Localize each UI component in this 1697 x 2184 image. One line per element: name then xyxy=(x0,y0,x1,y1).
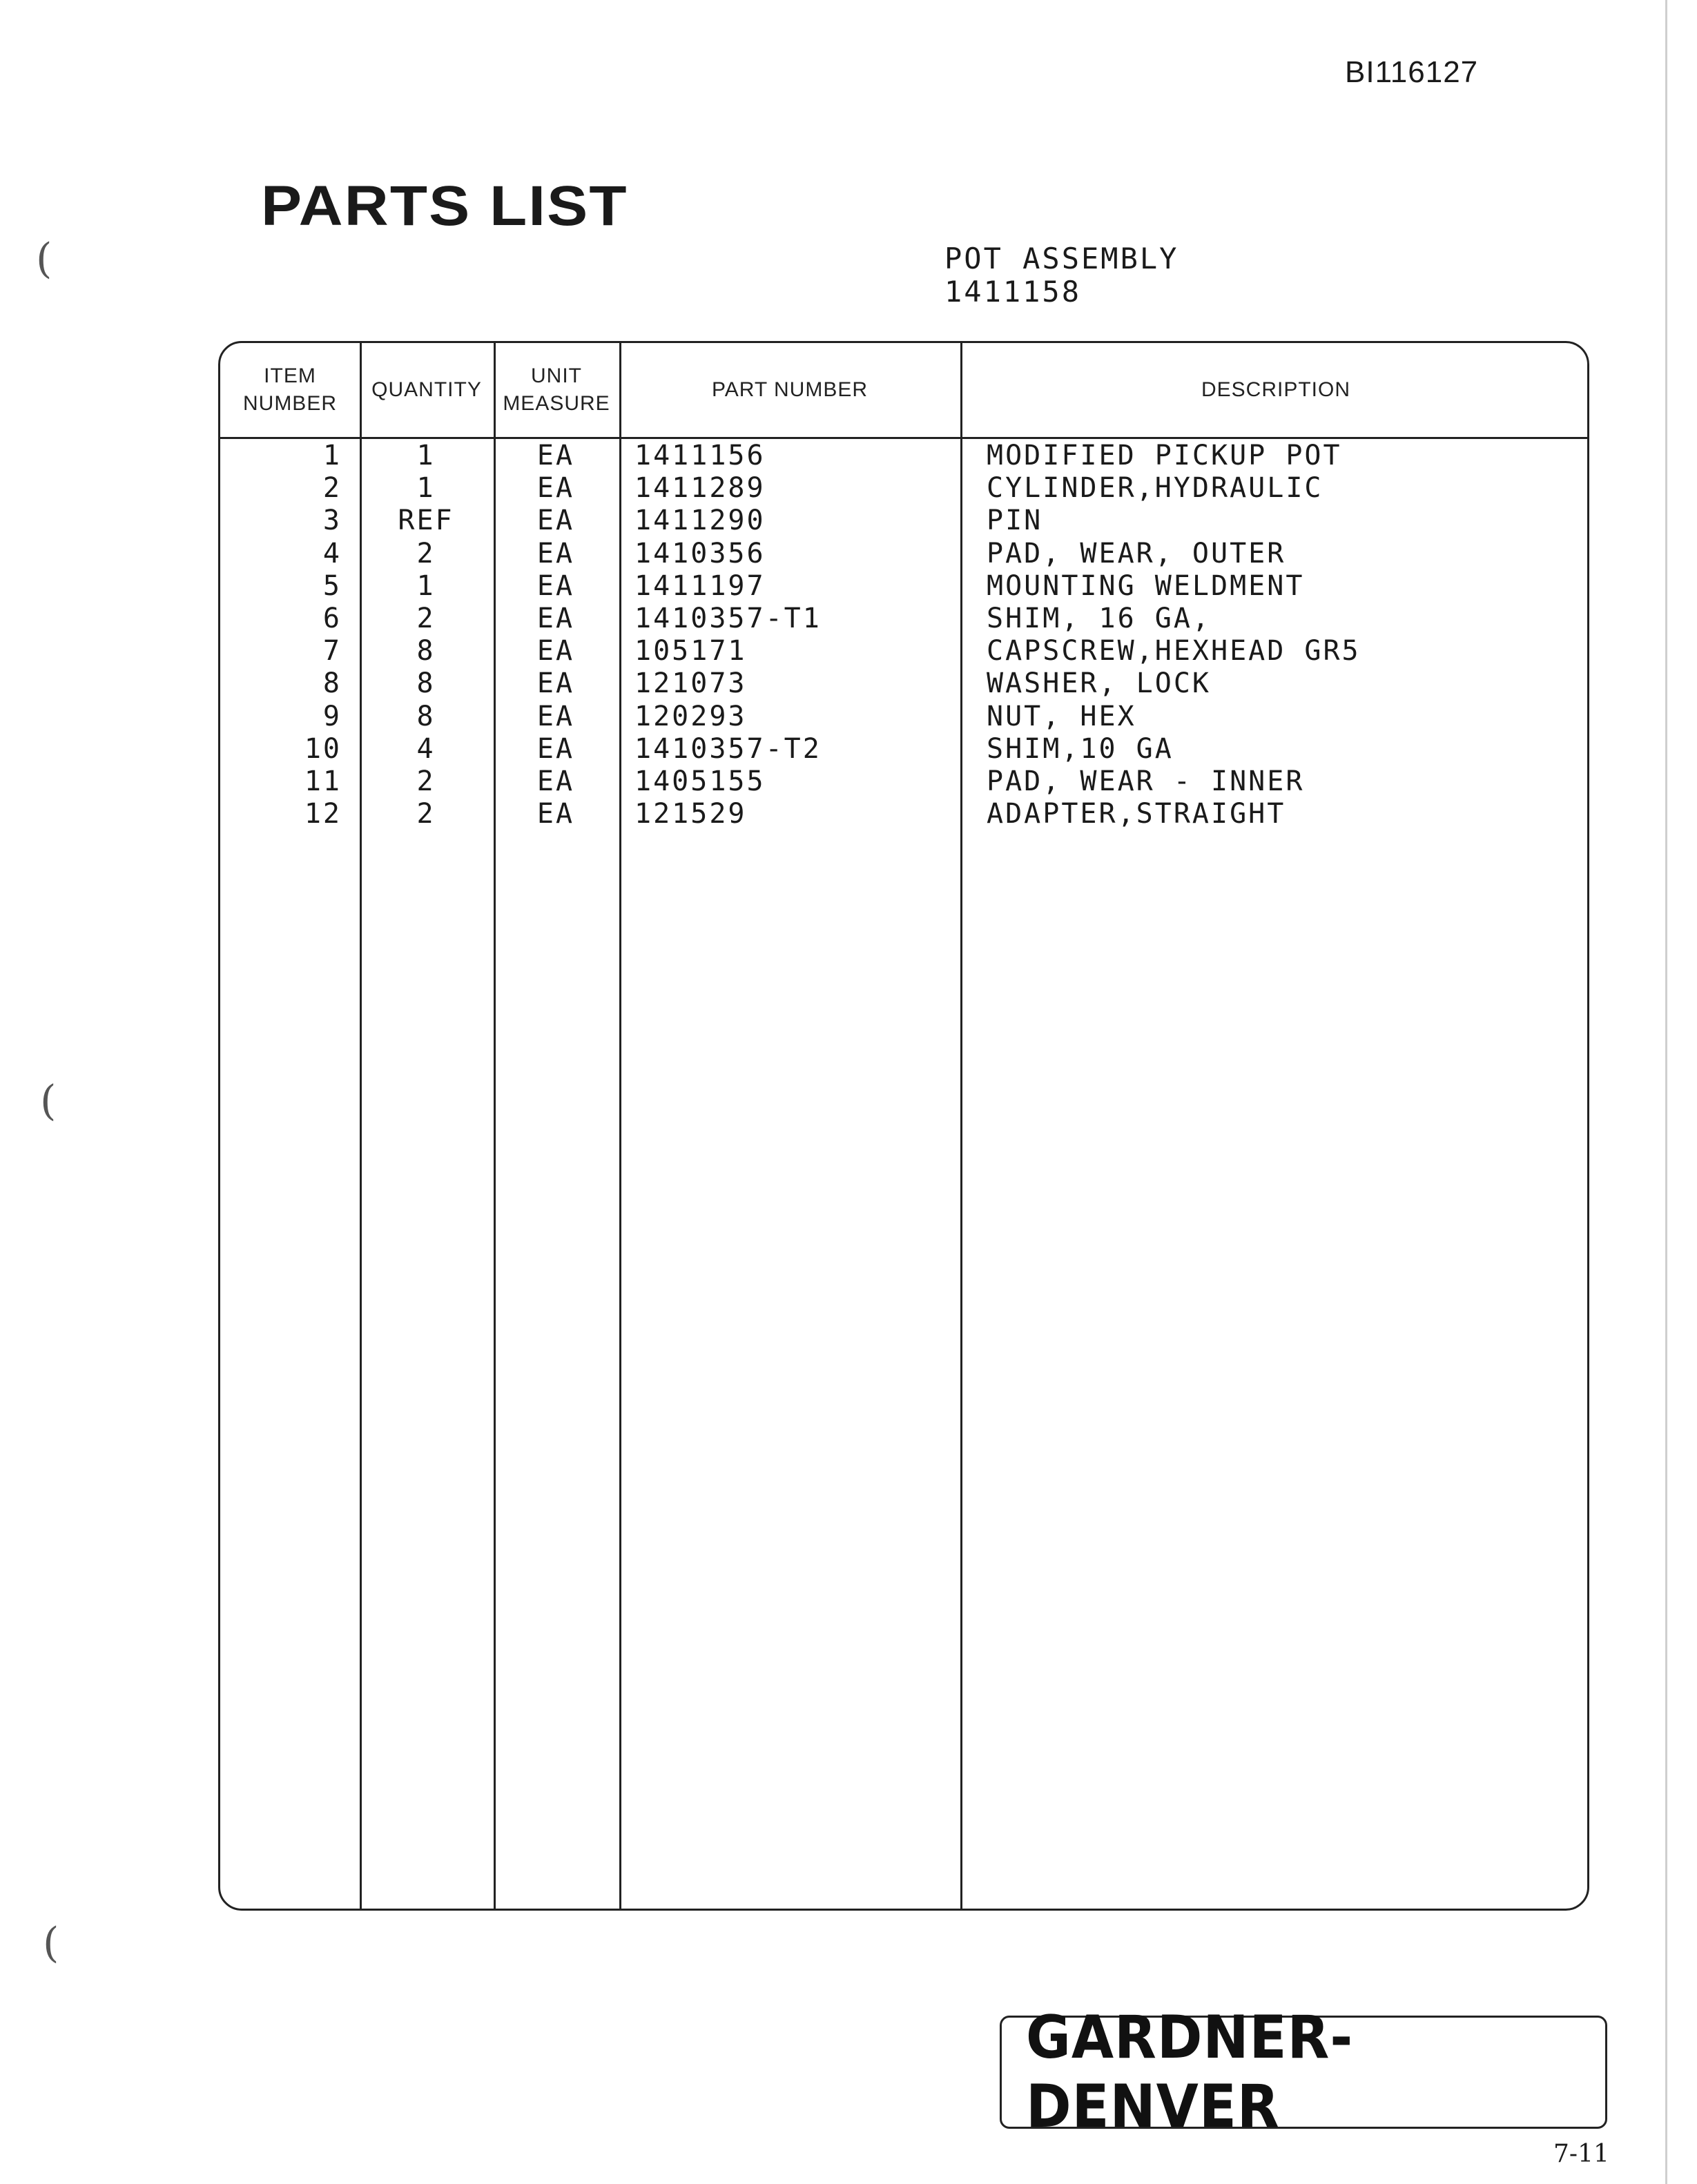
cell-description: NUT, HEX xyxy=(987,700,1136,732)
header-unit-line1: UNIT xyxy=(530,364,582,387)
cell-part-number: 121073 xyxy=(634,667,747,700)
cell-quantity: 8 xyxy=(416,700,436,732)
cell-quantity: 4 xyxy=(416,732,436,765)
cell-item-number: 12 xyxy=(304,798,342,830)
cell-item-number: 3 xyxy=(322,505,342,537)
cell-unit-measure: EA xyxy=(536,603,575,634)
cell-quantity: 8 xyxy=(416,635,436,667)
header-item-number xyxy=(220,343,360,437)
cell-quantity: 2 xyxy=(416,603,436,634)
cell-description: SHIM, 16 GA, xyxy=(987,603,1211,634)
cell-unit-measure: EA xyxy=(536,667,575,700)
cell-unit-measure: EA xyxy=(536,505,575,537)
cell-item-number: 6 xyxy=(322,603,342,634)
table-row xyxy=(220,667,1587,700)
cell-item-number: 10 xyxy=(304,732,342,765)
header-quantity: QUANTITY xyxy=(371,378,482,401)
cell-part-number: 1411289 xyxy=(634,472,766,505)
table-row xyxy=(220,570,1587,603)
cell-description: MODIFIED PICKUP POT xyxy=(987,440,1342,471)
header-unit-line2: MEASURE xyxy=(503,392,610,415)
logo-text: GARDNER-DENVER xyxy=(1025,2003,1354,2141)
cell-unit-measure: EA xyxy=(536,798,575,830)
cell-quantity: 1 xyxy=(416,569,436,602)
cell-part-number: 1411197 xyxy=(634,569,766,602)
cell-item-number: 8 xyxy=(322,667,342,700)
cell-item-number: 1 xyxy=(322,440,342,471)
cell-item-number: 4 xyxy=(322,537,342,569)
parts-table xyxy=(218,341,1589,1911)
header-description: DESCRIPTION xyxy=(1201,378,1351,401)
cell-part-number: 1411290 xyxy=(634,505,766,537)
cell-unit-measure: EA xyxy=(536,537,575,569)
cell-quantity: 1 xyxy=(416,440,436,471)
table-row xyxy=(220,505,1587,537)
cell-description: WASHER, LOCK xyxy=(987,667,1211,700)
table-row xyxy=(220,733,1587,766)
cell-quantity: 2 xyxy=(416,766,436,797)
header-item-line1: ITEM xyxy=(264,364,316,387)
cell-unit-measure: EA xyxy=(536,732,575,765)
cell-description: PIN xyxy=(987,505,1043,537)
page-edge xyxy=(1665,0,1667,2184)
cell-description: PAD, WEAR - INNER xyxy=(987,766,1305,797)
cell-description: PAD, WEAR, OUTER xyxy=(987,537,1286,569)
cell-unit-measure: EA xyxy=(536,472,575,505)
cell-part-number: 1411156 xyxy=(634,440,766,471)
cell-description: ADAPTER,STRAIGHT xyxy=(987,798,1286,830)
cell-unit-measure: EA xyxy=(536,766,575,797)
document-id: BI116127 xyxy=(1345,55,1479,89)
cell-part-number: 1410356 xyxy=(634,537,766,569)
cell-part-number: 105171 xyxy=(634,635,747,667)
cell-description: CAPSCREW,HEXHEAD GR5 xyxy=(987,635,1361,667)
cell-part-number: 121529 xyxy=(634,798,747,830)
cell-item-number: 11 xyxy=(304,766,342,797)
cell-item-number: 7 xyxy=(322,635,342,667)
header-part-number: PART NUMBER xyxy=(711,378,869,401)
binder-hole-mark: ( xyxy=(43,1919,59,1967)
cell-item-number: 2 xyxy=(322,472,342,505)
cell-part-number: 1405155 xyxy=(634,766,766,797)
cell-unit-measure: EA xyxy=(536,635,575,667)
binder-hole-mark: ( xyxy=(36,235,52,283)
cell-unit-measure: EA xyxy=(536,700,575,732)
binder-hole-mark: ( xyxy=(40,1077,57,1125)
header-unit-measure xyxy=(494,343,619,437)
assembly-name: POT ASSEMBLY xyxy=(944,242,1179,275)
cell-quantity: 8 xyxy=(416,667,436,700)
cell-quantity: 2 xyxy=(416,537,436,569)
table-row xyxy=(220,798,1587,830)
table-row xyxy=(220,635,1587,667)
cell-description: CYLINDER,HYDRAULIC xyxy=(987,472,1323,505)
header-divider xyxy=(220,437,1587,439)
cell-quantity: 1 xyxy=(416,472,436,505)
header-item-line2: NUMBER xyxy=(242,392,337,415)
cell-part-number: 1410357-T2 xyxy=(634,732,822,765)
table-row xyxy=(220,603,1587,635)
cell-unit-measure: EA xyxy=(536,569,575,602)
cell-description: SHIM,10 GA xyxy=(987,732,1174,765)
cell-unit-measure: EA xyxy=(536,440,575,471)
cell-quantity: 2 xyxy=(416,798,436,830)
page-title: PARTS LIST xyxy=(261,175,628,237)
cell-quantity: REF xyxy=(398,505,454,537)
table-row xyxy=(220,538,1587,570)
cell-part-number: 1410357-T1 xyxy=(634,603,822,634)
table-row xyxy=(220,440,1587,472)
page-number: 7-11 xyxy=(1553,2140,1609,2168)
cell-item-number: 5 xyxy=(322,569,342,602)
cell-item-number: 9 xyxy=(322,700,342,732)
cell-part-number: 120293 xyxy=(634,700,747,732)
company-logo xyxy=(1000,2003,1607,2141)
cell-description: MOUNTING WELDMENT xyxy=(987,569,1305,602)
assembly-number: 1411158 xyxy=(944,275,1082,309)
table-row xyxy=(220,701,1587,733)
table-row xyxy=(220,766,1587,798)
table-row xyxy=(220,472,1587,505)
